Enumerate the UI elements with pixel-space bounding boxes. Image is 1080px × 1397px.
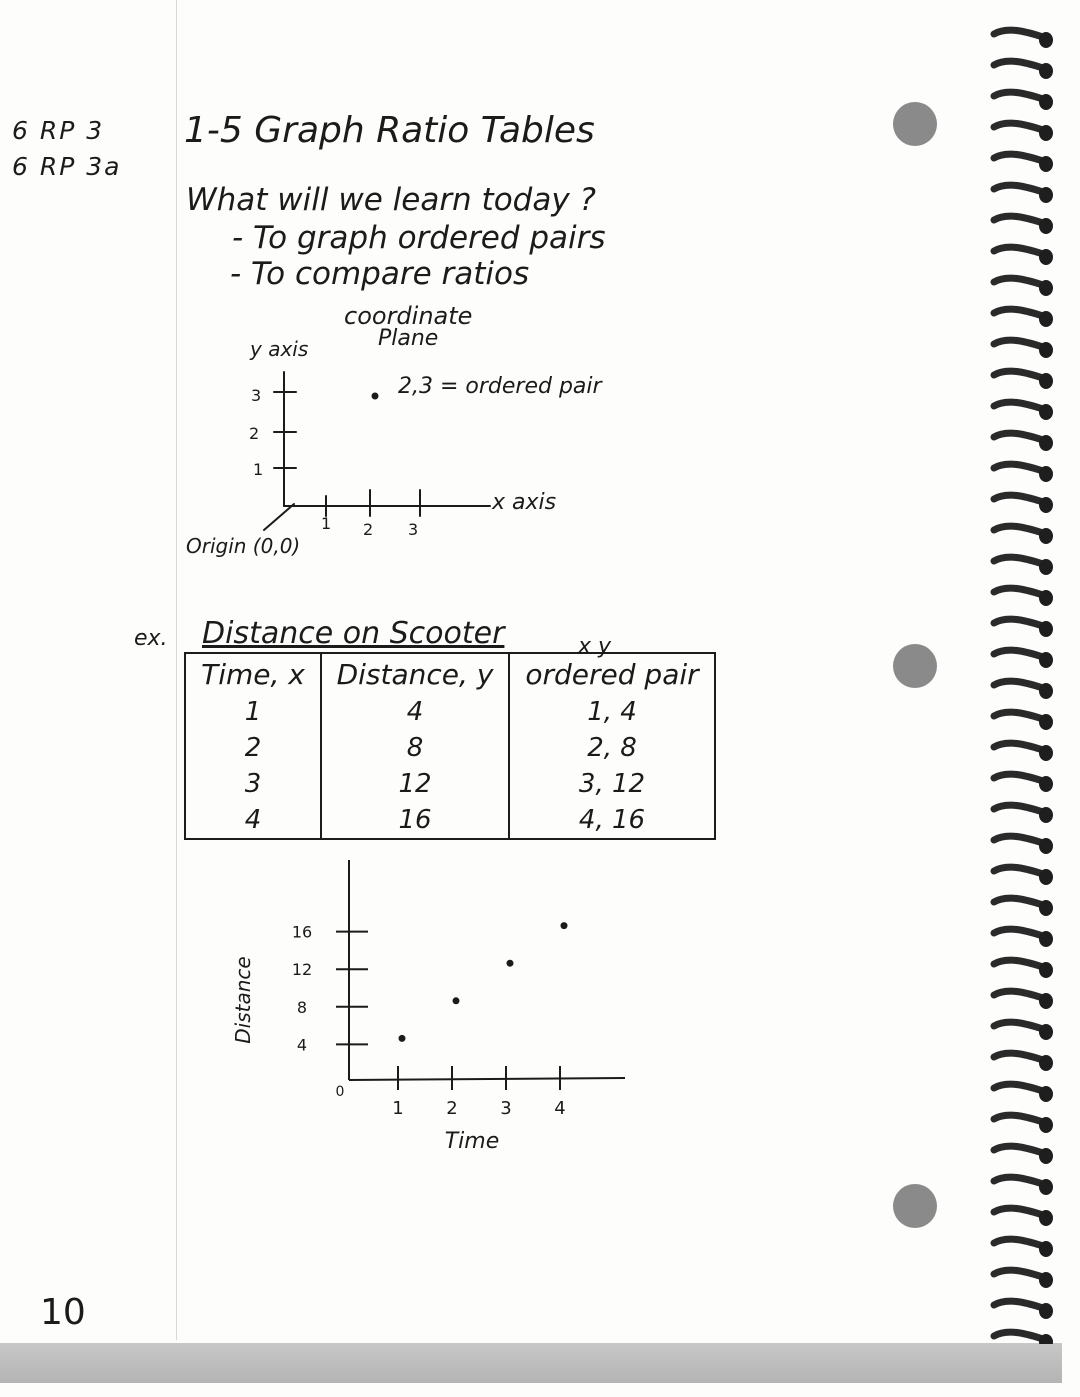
table-cell: 4 (321, 694, 509, 730)
spiral-hole (1039, 652, 1053, 668)
spiral-hole (1039, 94, 1053, 110)
spiral-coil (994, 991, 1046, 999)
origin-tick-label: 0 (335, 1084, 345, 1100)
x-axis-line (349, 1078, 625, 1080)
spiral-hole (1039, 1303, 1053, 1319)
spiral-coil (994, 30, 1046, 38)
x-axis-title: Time (444, 1129, 500, 1154)
spiral-hole (1039, 1210, 1053, 1226)
spiral-coil (994, 588, 1046, 596)
spiral-hole (1039, 1117, 1053, 1133)
y-axis-title: Distance (231, 956, 255, 1044)
table-cell: 4 (185, 802, 321, 839)
plane-x-tick: 3 (408, 520, 419, 539)
spiral-hole (1039, 63, 1053, 79)
spiral-hole (1039, 1024, 1053, 1040)
spiral-coil (994, 61, 1046, 69)
spiral-hole (1039, 1241, 1053, 1257)
spiral-hole (1039, 373, 1053, 389)
spiral-coil (994, 650, 1046, 658)
learning-question: What will we learn today ? (186, 182, 597, 218)
spiral-coil (994, 92, 1046, 100)
spiral-coil (994, 619, 1046, 627)
spiral-coil (994, 1208, 1046, 1216)
spiral-hole (1039, 497, 1053, 513)
binder-hole (893, 1184, 937, 1228)
spiral-coil (994, 1022, 1046, 1030)
spiral-hole (1039, 962, 1053, 978)
spiral-coil (994, 340, 1046, 348)
column-header: Distance, y (321, 653, 509, 694)
scan-edge (0, 1343, 1062, 1383)
spiral-hole (1039, 1148, 1053, 1164)
spiral-coil (994, 1332, 1046, 1340)
spiral-coil (994, 1177, 1046, 1185)
spiral-coil (994, 805, 1046, 813)
standard-code: 6 RP 3 (12, 116, 105, 145)
spiral-hole (1039, 900, 1053, 916)
spiral-hole (1039, 745, 1053, 761)
table-cell: 2, 8 (509, 730, 715, 766)
spiral-hole (1039, 993, 1053, 1009)
origin-label: Origin (0,0) (186, 534, 301, 558)
spiral-coil (994, 774, 1046, 782)
spiral-coil (994, 681, 1046, 689)
xy-note: x y (578, 634, 612, 659)
spiral-coil (994, 1115, 1046, 1123)
example-prefix: ex. (134, 626, 168, 651)
spiral-coil (994, 371, 1046, 379)
x-tick-label: 1 (392, 1098, 404, 1119)
example-title: Distance on Scooter (202, 616, 505, 651)
table-cell: 4, 16 (509, 802, 715, 839)
plane-x-tick: 1 (321, 514, 332, 533)
spiral-coil (994, 743, 1046, 751)
spiral-coil (994, 712, 1046, 720)
spiral-coil (994, 929, 1046, 937)
spiral-hole (1039, 621, 1053, 637)
x-tick-label: 2 (446, 1098, 458, 1119)
binder-hole (893, 102, 937, 146)
spiral-hole (1039, 528, 1053, 544)
table-cell: 3, 12 (509, 766, 715, 802)
spiral-coil (994, 557, 1046, 565)
spiral-hole (1039, 404, 1053, 420)
spiral-coil (994, 247, 1046, 255)
plane-label: coordinate (344, 302, 473, 330)
binder-hole (893, 644, 937, 688)
spiral-coil (994, 1053, 1046, 1061)
y-tick-label: 4 (296, 1035, 308, 1055)
spiral-coil (994, 216, 1046, 224)
spiral-coil (994, 154, 1046, 162)
spiral-coil (994, 836, 1046, 844)
plane-label: Plane (378, 326, 439, 351)
data-point (561, 922, 568, 929)
standard-code: 6 RP 3a (12, 152, 122, 181)
spiral-hole (1039, 311, 1053, 327)
table-cell: 8 (321, 730, 509, 766)
spiral-coil (994, 1084, 1046, 1092)
y-tick-label: 8 (296, 997, 308, 1017)
page-title: 1-5 Graph Ratio Tables (184, 110, 595, 151)
objective: - To compare ratios (230, 256, 530, 292)
table-cell: 1, 4 (509, 694, 715, 730)
column-header: Time, x (185, 653, 321, 694)
plane-y-tick: 2 (249, 424, 260, 443)
spiral-coil (994, 185, 1046, 193)
spiral-coil (994, 495, 1046, 503)
spiral-hole (1039, 249, 1053, 265)
page-number: 10 (40, 1292, 86, 1333)
spiral-hole (1039, 776, 1053, 792)
objective: - To graph ordered pairs (232, 220, 606, 256)
spiral-coil (994, 123, 1046, 131)
plane-y-tick: 1 (253, 460, 264, 479)
data-point (399, 1035, 406, 1042)
spiral-hole (1039, 1055, 1053, 1071)
y-tick-label: 12 (291, 960, 313, 980)
spiral-binding (988, 24, 1062, 1344)
spiral-hole (1039, 187, 1053, 203)
spiral-hole (1039, 559, 1053, 575)
ordered-pair-note: 2,3 = ordered pair (398, 374, 602, 399)
y-axis-label: y axis (250, 337, 309, 361)
spiral-coil (994, 898, 1046, 906)
x-tick-label: 4 (554, 1098, 566, 1119)
spiral-coil (994, 402, 1046, 410)
plane-x-tick: 2 (363, 520, 374, 539)
spiral-hole (1039, 1086, 1053, 1102)
spiral-coil (994, 309, 1046, 317)
spiral-hole (1039, 838, 1053, 854)
spiral-hole (1039, 280, 1053, 296)
spiral-coil (994, 1239, 1046, 1247)
spiral-coil (994, 1301, 1046, 1309)
spiral-hole (1039, 466, 1053, 482)
spiral-hole (1039, 435, 1053, 451)
x-tick-label: 3 (500, 1098, 512, 1119)
spiral-hole (1039, 32, 1053, 48)
spiral-hole (1039, 590, 1053, 606)
spiral-hole (1039, 125, 1053, 141)
spiral-coil (994, 278, 1046, 286)
x-axis-label: x axis (492, 490, 557, 515)
spiral-hole (1039, 342, 1053, 358)
plane-y-tick: 3 (251, 386, 262, 405)
data-point (453, 997, 460, 1004)
spiral-coil (994, 960, 1046, 968)
table-cell: 2 (185, 730, 321, 766)
table-cell: 3 (185, 766, 321, 802)
spiral-hole (1039, 714, 1053, 730)
spiral-coil (994, 433, 1046, 441)
column-header: ordered pair (509, 653, 715, 694)
spiral-hole (1039, 869, 1053, 885)
spiral-hole (1039, 218, 1053, 234)
spiral-hole (1039, 156, 1053, 172)
spiral-coil (994, 1270, 1046, 1278)
spiral-hole (1039, 931, 1053, 947)
spiral-hole (1039, 683, 1053, 699)
table-cell: 12 (321, 766, 509, 802)
spiral-coil (994, 1146, 1046, 1154)
data-point (507, 960, 514, 967)
table-cell: 16 (321, 802, 509, 839)
table-cell: 1 (185, 694, 321, 730)
y-tick-label: 16 (291, 922, 313, 942)
spiral-hole (1039, 807, 1053, 823)
spiral-coil (994, 464, 1046, 472)
spiral-coil (994, 526, 1046, 534)
spiral-hole (1039, 1272, 1053, 1288)
spiral-hole (1039, 1179, 1053, 1195)
spiral-coil (994, 867, 1046, 875)
